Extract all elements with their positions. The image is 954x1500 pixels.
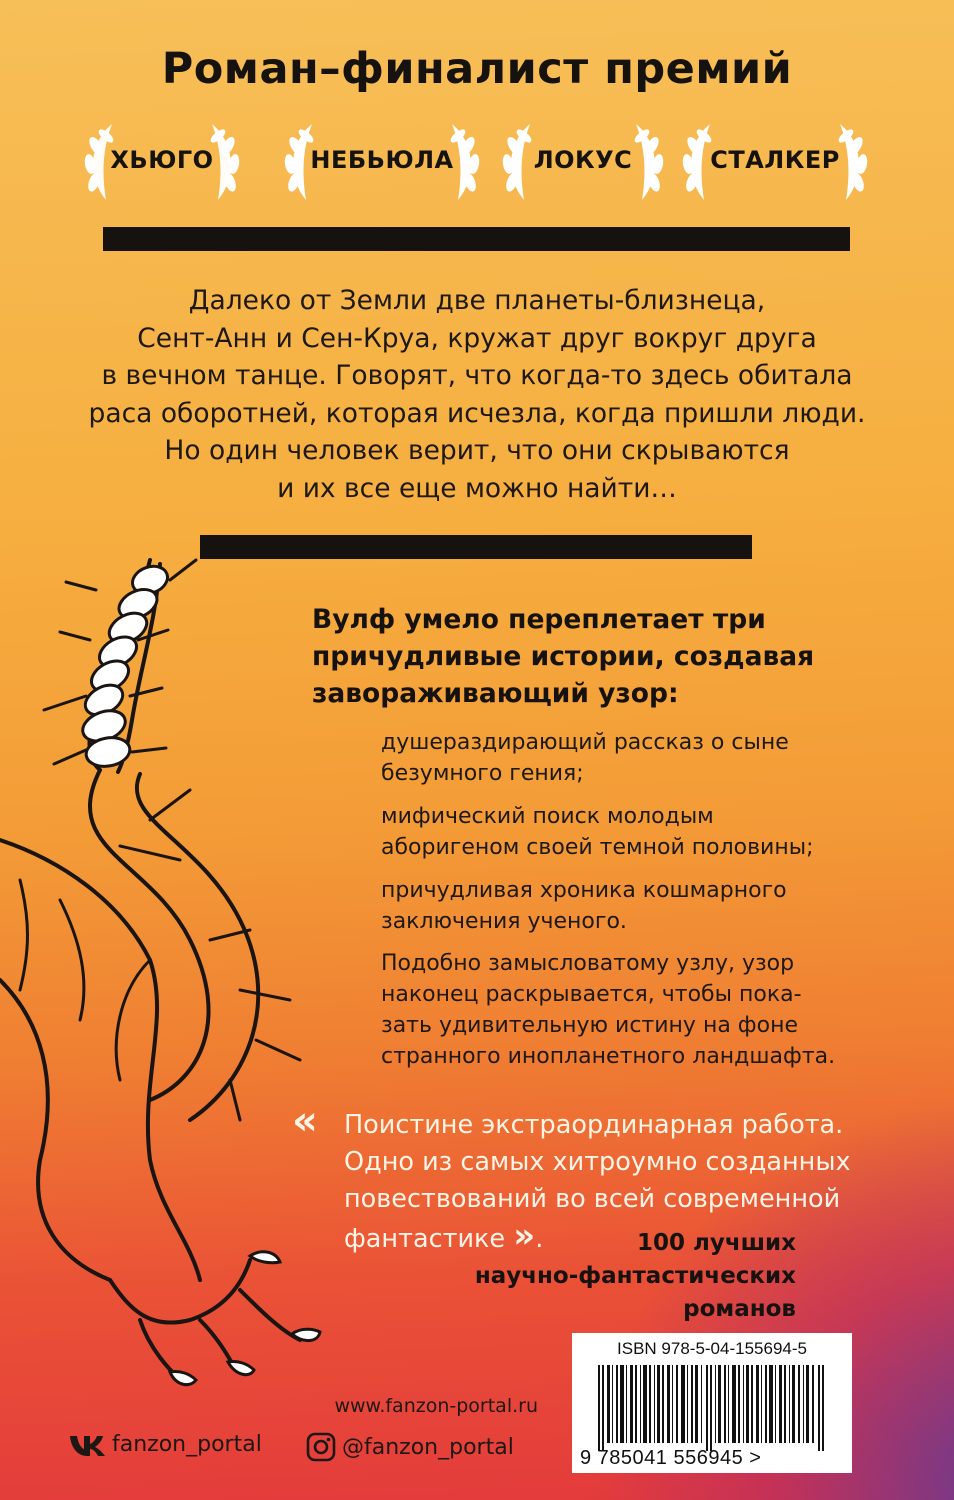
blurb-heading-line: причудливые истории, создавая (312, 641, 815, 672)
vk-icon (68, 1433, 108, 1457)
quote-line: Поистине экстраординарная работа. (344, 1110, 844, 1140)
quote-line: Одно из самых хитроумно созданных (344, 1147, 851, 1177)
award-label: ЛОКУС (533, 146, 633, 174)
source-line: научно-фантастических (474, 1263, 796, 1289)
story-item (381, 727, 921, 789)
instagram-icon (306, 1432, 336, 1462)
story-line: заключения ученого. (381, 909, 627, 934)
source-line: 100 лучших (636, 1230, 796, 1256)
story-line: мифический поиск молодым (381, 804, 714, 829)
synopsis-line: Далеко от Земли две планеты-близнеца, (188, 285, 766, 316)
synopsis-line: Но один человек верит, что они скрываются (164, 435, 790, 466)
closing-paragraph (381, 948, 921, 1072)
award-locus (500, 116, 666, 208)
divider-bar (103, 227, 850, 251)
award-stalker (680, 116, 870, 208)
award-hugo (82, 116, 242, 208)
synopsis-line: и их все еще можно найти… (277, 472, 677, 504)
quote-line: повествований во всей современной (344, 1184, 841, 1214)
quote-source (475, 1227, 796, 1326)
dragon-illustration (0, 520, 360, 1390)
source-line: романов (683, 1296, 796, 1322)
instagram-handle: @fanzon_portal (342, 1434, 514, 1460)
isbn-label: ISBN 978-5-04-155694-5 (617, 1339, 807, 1358)
synopsis-line: Сент-Анн и Сен-Круа, кружат друг вокруг друга (137, 322, 817, 354)
quote-line: фантастике (344, 1224, 506, 1254)
award-label: СТАЛКЕР (710, 146, 840, 174)
quote-trailing: . (535, 1224, 544, 1254)
story-line: аборигеном своей темной половины; (381, 835, 814, 860)
closing-line: Подобно замысловатому узлу, узор (381, 951, 795, 976)
blurb-heading-line: Вулф умело переплетает три (312, 604, 766, 635)
open-quote-mark: « (292, 1098, 318, 1144)
vk-handle: fanzon_portal (112, 1432, 262, 1457)
story-item (381, 875, 921, 937)
story-item (381, 801, 921, 863)
barcode-digits: 9 785041 556945 > (580, 1447, 762, 1469)
award-label: НЕБЬЮЛА (310, 146, 454, 174)
close-quote-mark: » (513, 1216, 536, 1256)
closing-line: зать удивительную истину на фоне (381, 1013, 798, 1038)
barcode-bars (598, 1365, 826, 1451)
story-line: безумного гения; (381, 761, 584, 786)
isbn-barcode (572, 1333, 852, 1473)
instagram-link[interactable] (306, 1432, 514, 1462)
synopsis-line: в вечном танце. Говорят, что когда-то здесь обитала (101, 360, 853, 391)
website-link[interactable]: www.fanzon-portal.ru (334, 1395, 538, 1417)
blurb-heading (312, 601, 912, 712)
vk-link[interactable] (68, 1432, 262, 1457)
story-line: причудливая хроника кошмарного (381, 878, 787, 903)
award-headline: Роман–финалист премий (161, 44, 793, 94)
closing-line: странного инопланетного ландшафта. (381, 1044, 836, 1069)
synopsis-line: раса оборотней, которая исчезла, когда пришли люди. (88, 397, 866, 429)
story-line: душераздирающий рассказ о сыне (381, 730, 789, 755)
award-label: ХЬЮГО (110, 146, 214, 174)
closing-line: наконец раскрывается, чтобы пока- (381, 982, 802, 1007)
blurb-heading-line: завораживающий узор: (312, 678, 679, 709)
synopsis (60, 282, 894, 507)
award-nebula (282, 116, 482, 208)
